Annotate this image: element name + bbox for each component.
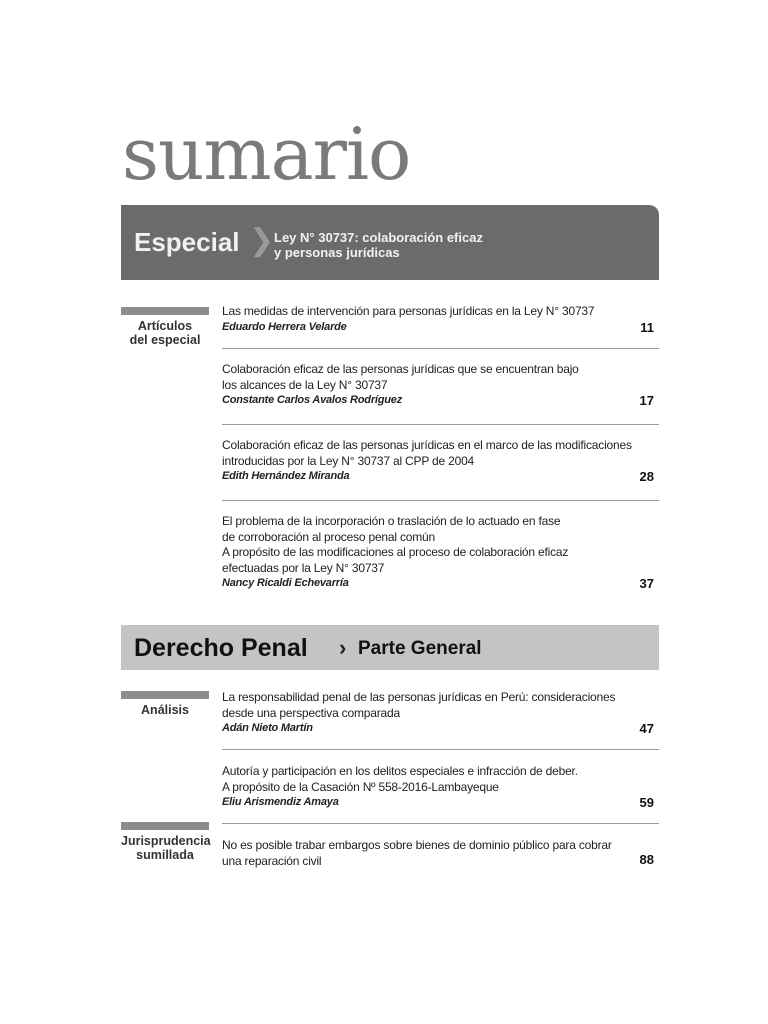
divider	[222, 348, 659, 349]
entry-author: Adán Nieto Martín	[222, 722, 313, 734]
entry-page: 37	[639, 576, 654, 591]
toc-entry[interactable]	[222, 764, 659, 810]
entry-title: La responsabilidad penal de las personas jurídicas en Perú: consideraciones	[222, 690, 616, 704]
special-subtitle: Ley N° 30737: colaboración eficaz y personas jurídicas	[274, 230, 483, 260]
chevron-right-icon: ›	[339, 635, 347, 660]
entry-page: 59	[639, 795, 654, 810]
entry-author: Eliu Arismendiz Amaya	[222, 796, 339, 808]
category-bar	[121, 822, 209, 830]
entry-title: Autoría y participación en los delitos especiales e infracción de deber.	[222, 764, 578, 778]
category-jurisprudencia: Jurisprudencia sumillada	[121, 822, 209, 862]
entry-title: Colaboración eficaz de las personas jurídicas en el marco de las modificaciones	[222, 438, 632, 452]
entry-author: Edith Hernández Miranda	[222, 470, 350, 482]
special-section-banner	[121, 205, 659, 280]
entry-title: desde una perspectiva comparada	[222, 705, 400, 720]
entry-title: los alcances de la Ley N° 30737	[222, 377, 388, 392]
entry-author: Eduardo Herrera Velarde	[222, 320, 347, 333]
entry-title: Las medidas de intervención para personas jurídicas en la Ley N° 30737	[222, 304, 595, 318]
toc-entry[interactable]	[222, 514, 659, 591]
category-articulos: Artículos del especial	[121, 307, 209, 347]
category-bar	[121, 691, 209, 699]
section-label: Derecho Penal	[134, 634, 308, 662]
entry-page: 17	[639, 393, 654, 408]
category-analisis: Análisis	[121, 691, 209, 717]
entry-author: Nancy Ricaldi Echevarría	[222, 577, 349, 589]
entry-title: efectuadas por la Ley N° 30737	[222, 560, 385, 575]
entry-page: 28	[639, 469, 654, 484]
entry-page: 11	[640, 320, 654, 335]
toc-entry[interactable]	[222, 362, 659, 408]
toc-entry[interactable]	[222, 304, 659, 335]
divider	[222, 500, 659, 501]
section-banner-derecho-penal	[121, 625, 659, 670]
entry-title: No es posible trabar embargos sobre bienes de dominio público para cobrar	[222, 838, 612, 852]
entry-author: Constante Carlos Avalos Rodríguez	[222, 394, 403, 406]
entry-title: El problema de la incorporación o traslación de lo actuado en fase	[222, 514, 561, 528]
entry-title: introducidas por la Ley N° 30737 al CPP de 2004	[222, 453, 475, 468]
entry-page: 88	[639, 852, 654, 867]
section-sublabel: Parte General	[358, 638, 482, 659]
toc-entry[interactable]	[222, 438, 659, 484]
toc-entry[interactable]	[222, 690, 659, 736]
divider	[222, 823, 659, 824]
chevron-right-icon: ❯	[249, 224, 275, 257]
entry-title: A propósito de las modificaciones al proceso de colaboración eficaz	[222, 545, 569, 559]
special-label: Especial	[134, 227, 240, 257]
entry-page: 47	[639, 721, 654, 736]
divider	[222, 424, 659, 425]
category-bar	[121, 307, 209, 315]
entry-title: de corroboración al proceso penal común	[222, 529, 435, 544]
toc-entry[interactable]	[222, 838, 659, 869]
entry-title: Colaboración eficaz de las personas jurídicas que se encuentran bajo	[222, 362, 579, 376]
divider	[222, 749, 659, 750]
page-title: sumario	[122, 112, 411, 196]
entry-title: una reparación civil	[222, 853, 322, 868]
entry-title: A propósito de la Casación Nº 558-2016-Lambayeque	[222, 779, 499, 794]
